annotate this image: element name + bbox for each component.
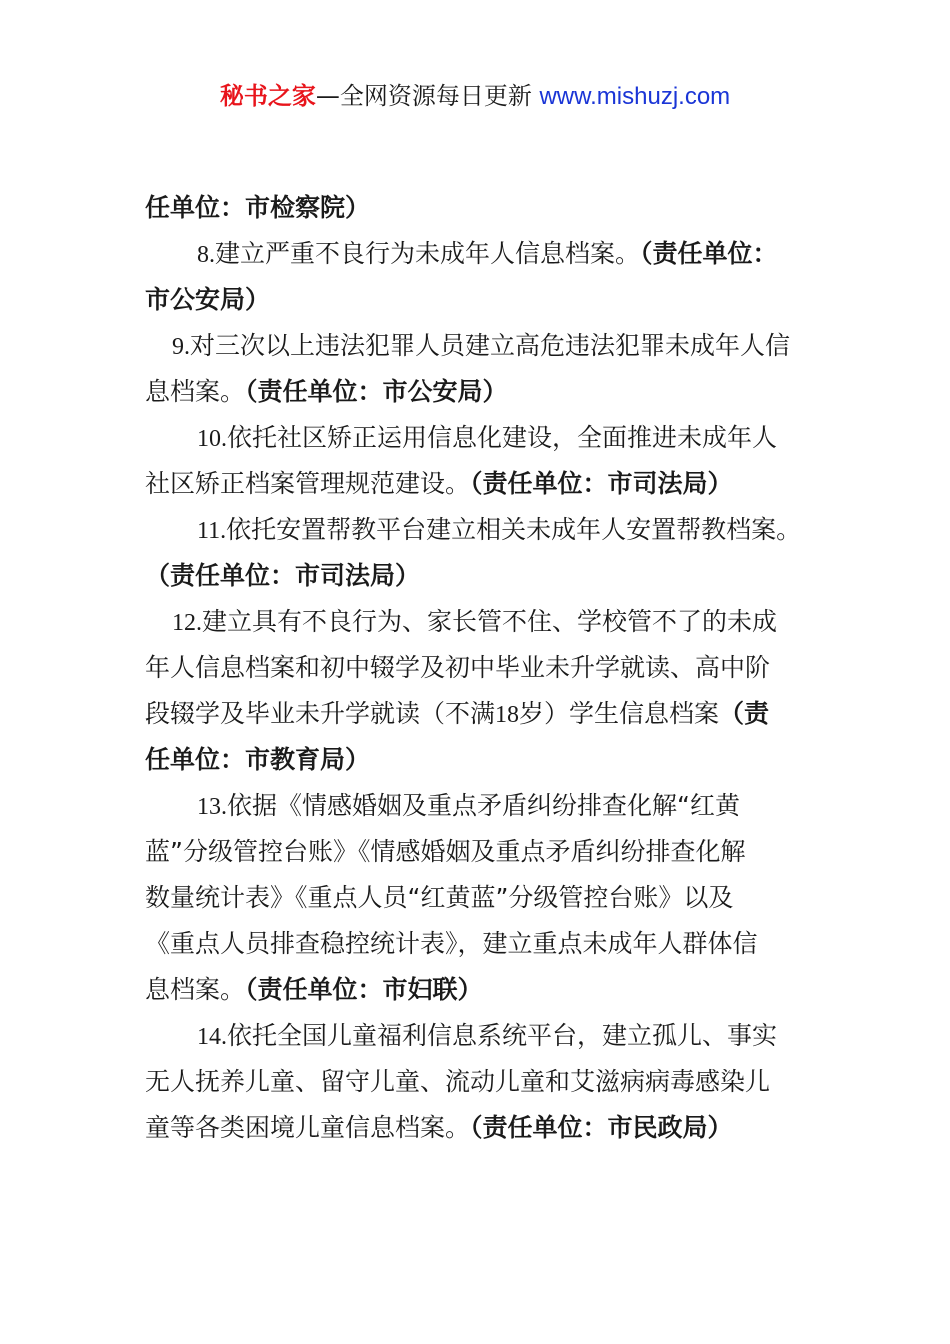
text-line [145, 323, 813, 369]
text-line [145, 1105, 813, 1151]
text-segment: 岁）学生信息档案 [519, 699, 720, 728]
item-number: 9. [172, 334, 190, 360]
responsible-unit: 任单位：市教育局） [145, 745, 371, 774]
text-segment: 依托社区矫正运用信息化建设，全面推进未成年人 [227, 423, 778, 452]
text-line [145, 645, 813, 691]
text-segment: 建立具有不良行为、家长管不住、学校管不了的未成 [202, 607, 778, 636]
brand-name: 秘书之家 [219, 82, 316, 110]
item-number: 8. [197, 242, 215, 268]
text-line [145, 415, 813, 461]
responsible-unit: （责任单位：市司法局） [145, 561, 421, 590]
list-item [145, 507, 813, 599]
item-number: 10. [197, 426, 227, 452]
item-number: 18 [495, 702, 520, 728]
text-segment: 社区矫正档案管理规范建设。 [145, 469, 471, 498]
responsible-unit: （责任单位：市妇联） [245, 975, 483, 1004]
text-line [145, 369, 813, 415]
site-url: www.mishuzj.com [539, 83, 731, 110]
text-line [145, 875, 813, 921]
text-line [145, 691, 813, 737]
text-line [145, 231, 813, 277]
text-line [145, 507, 813, 553]
text-line [145, 737, 813, 783]
text-line [145, 1059, 813, 1105]
list-item [145, 415, 813, 507]
text-segment: 对三次以上违法犯罪人员建立高危违法犯罪未成年人信 [190, 331, 791, 360]
text-segment: 息档案。 [145, 377, 246, 406]
text-line [145, 185, 813, 231]
text-line [145, 553, 813, 599]
item-number: 11. [197, 518, 227, 544]
responsible-unit: （责 [719, 699, 770, 728]
responsible-unit: 任单位：市检察院） [145, 193, 371, 222]
site-header [0, 80, 950, 113]
list-item [145, 323, 813, 415]
text-segment: 段辍学及毕业未升学就读（不满 [145, 699, 496, 728]
text-segment: 《重点人员排查稳控统计表》，建立重点未成年人群体信 [145, 929, 758, 958]
header-slogan: —全网资源每日更新 [315, 82, 532, 110]
item-number: 14. [197, 1024, 227, 1050]
text-segment: 年人信息档案和初中辍学及初中毕业未升学就读、高中阶 [145, 653, 771, 682]
text-segment: 建立严重不良行为未成年人信息档案。 [215, 239, 641, 268]
item-number: 13. [197, 794, 227, 820]
text-line [145, 921, 813, 967]
list-item [145, 599, 813, 783]
responsible-unit: （责任单位：市司法局） [470, 469, 733, 498]
text-segment: 蓝”分级管控台账》《情感婚姻及重点矛盾纠纷排查化解 [145, 837, 746, 866]
text-segment: 依托安置帮教平台建立相关未成年人安置帮教档案。 [226, 515, 802, 544]
text-segment: 依托全国儿童福利信息系统平台，建立孤儿、事实 [227, 1021, 778, 1050]
text-segment: 数量统计表》《重点人员“红黄蓝”分级管控台账》以及 [145, 883, 734, 912]
text-segment: 依据《情感婚姻及重点矛盾纠纷排查化解“红黄 [227, 791, 740, 820]
item-number: 12. [172, 610, 202, 636]
text-line [145, 1013, 813, 1059]
responsible-unit: 市公安局） [145, 285, 271, 314]
list-item [145, 231, 813, 323]
list-item [145, 783, 813, 1013]
text-line [145, 277, 813, 323]
text-segment: 童等各类困境儿童信息档案。 [145, 1113, 471, 1142]
responsible-unit: （责任单位：市公安局） [245, 377, 508, 406]
text-line [145, 599, 813, 645]
text-line [145, 461, 813, 507]
list-item [145, 1013, 813, 1151]
text-segment: 无人抚养儿童、留守儿童、流动儿童和艾滋病病毒感染儿 [145, 1067, 771, 1096]
document-body [145, 185, 813, 1151]
text-segment: 息档案。 [145, 975, 246, 1004]
list-item [145, 185, 813, 231]
text-line [145, 967, 813, 1013]
text-line [145, 829, 813, 875]
responsible-unit: （责任单位：市民政局） [470, 1113, 733, 1142]
responsible-unit: （责任单位： [640, 239, 778, 268]
text-line [145, 783, 813, 829]
